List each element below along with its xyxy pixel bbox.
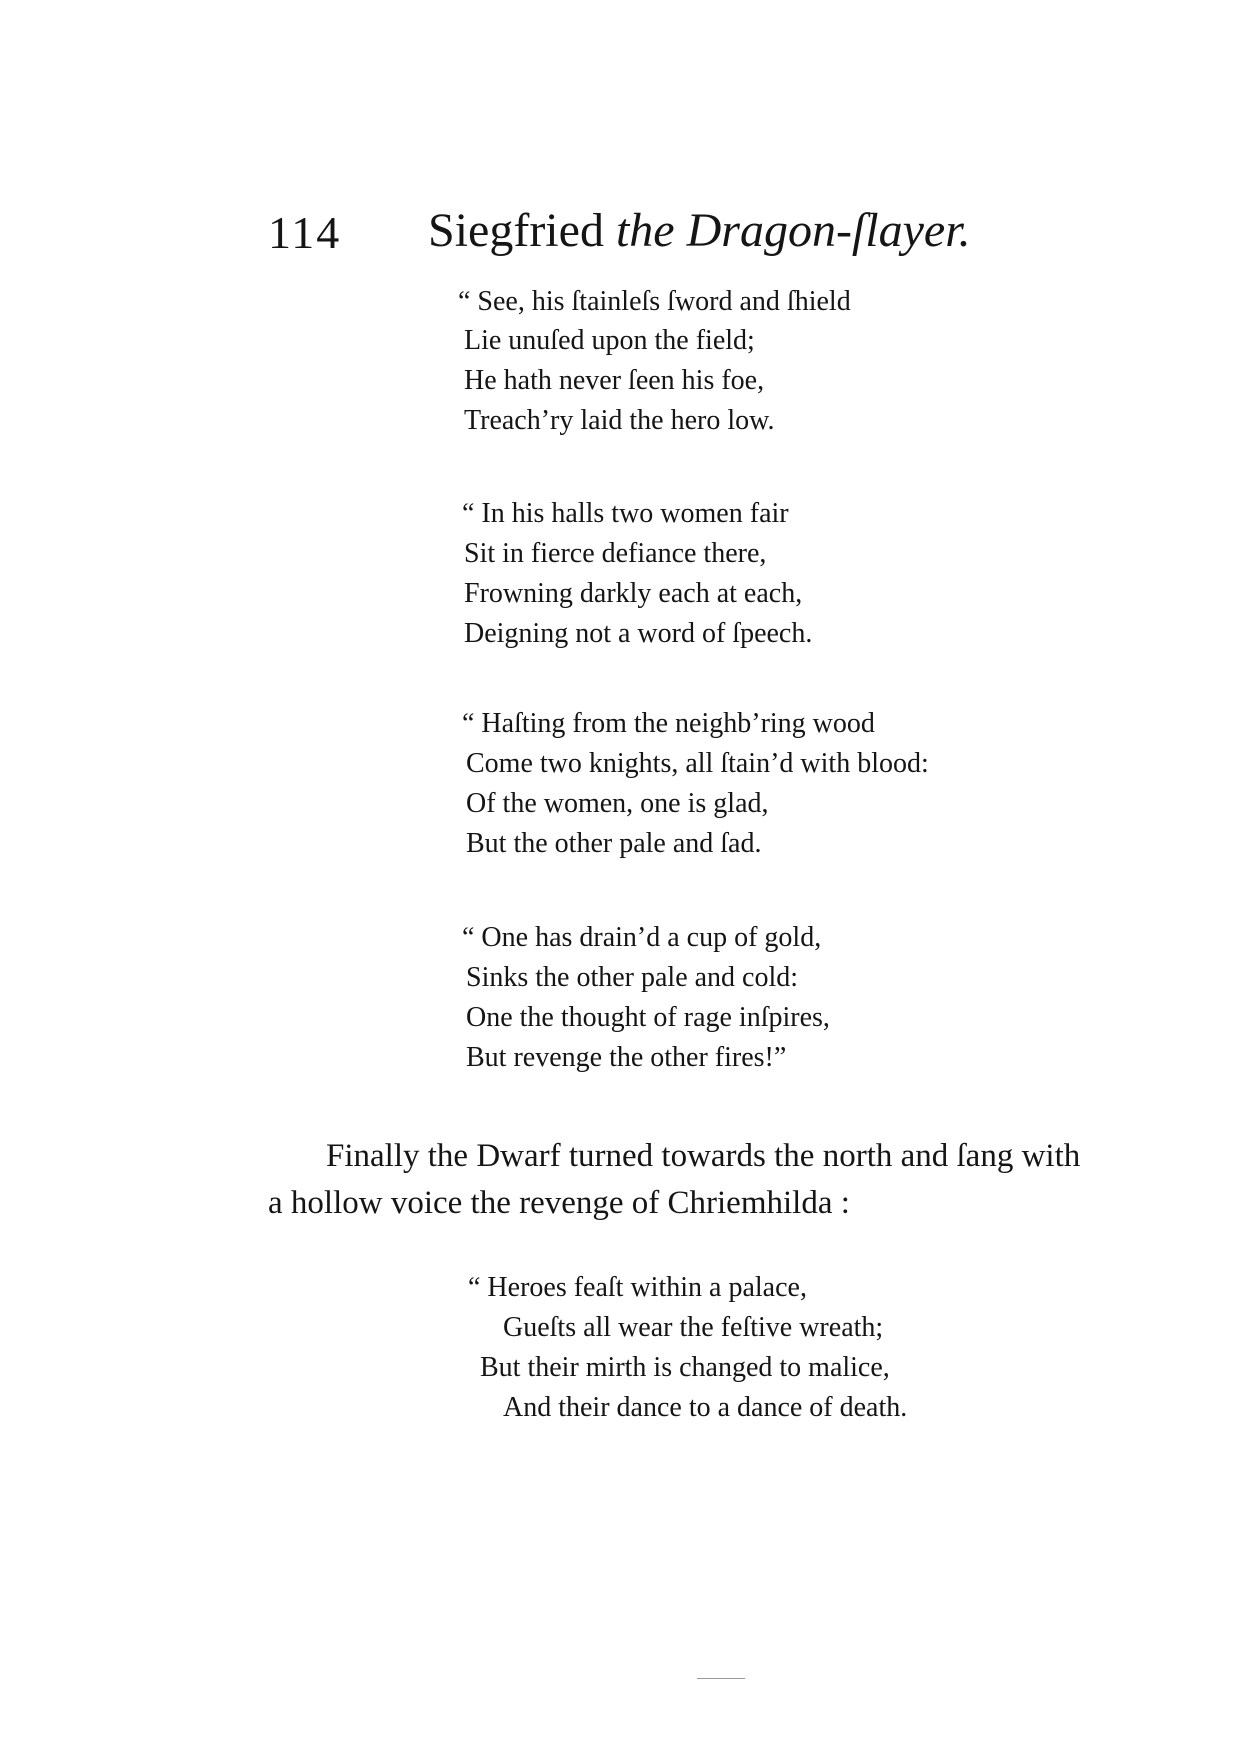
verse-line: “ See, his ſtainleſs ſword and ſhield	[458, 286, 851, 317]
verse-line: Lie unuſed upon the field;	[464, 325, 755, 356]
verse-line: He hath never ſeen his foe,	[464, 365, 765, 396]
verse-line: Treach’ry laid the hero low.	[464, 405, 775, 436]
running-title	[428, 204, 971, 257]
verse-line: But revenge the other fires!”	[466, 1042, 787, 1073]
verse-line: Of the women, one is glad,	[466, 788, 769, 819]
verse-line: But the other pale and ſad.	[466, 828, 762, 859]
page-number: 114	[268, 207, 342, 258]
verse-line: “ In his halls two women fair	[462, 498, 789, 529]
prose-line: Finally the Dwarf turned towards the north and ſang with	[326, 1138, 1081, 1174]
footer-rule	[697, 1678, 745, 1679]
verse-line: But their mirth is changed to malice,	[480, 1352, 890, 1383]
running-title-plain: Siegfried	[428, 204, 616, 257]
verse-line: Sinks the other pale and cold:	[466, 962, 799, 993]
running-title-italic: the Dragon-ſlayer.	[615, 204, 971, 257]
verse-line: And their dance to a dance of death.	[503, 1392, 908, 1423]
verse-line: One the thought of rage inſpires,	[466, 1002, 830, 1033]
verse-line: Come two knights, all ſtain’d with blood:	[466, 748, 929, 779]
verse-line: Frowning darkly each at each,	[464, 578, 803, 609]
verse-line: “ One has drain’d a cup of gold,	[462, 922, 822, 953]
verse-line: Deigning not a word of ſpeech.	[464, 618, 813, 649]
verse-line: Sit in fierce defiance there,	[464, 538, 767, 569]
verse-line: “ Heroes feaſt within a palace,	[468, 1272, 807, 1303]
verse-line: “ Haſting from the neighb’ring wood	[462, 708, 875, 739]
verse-line: Gueſts all wear the feſtive wreath;	[503, 1312, 884, 1343]
prose-line: a hollow voice the revenge of Chriemhilda :	[268, 1185, 850, 1221]
